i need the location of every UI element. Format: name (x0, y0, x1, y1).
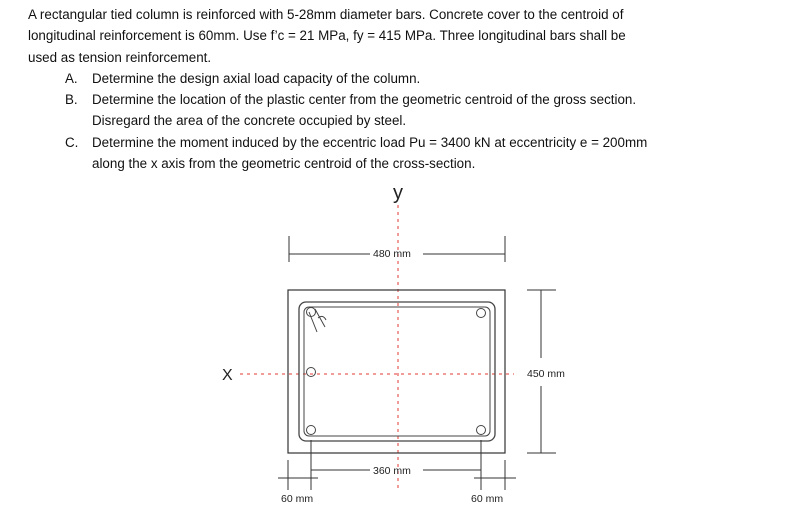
task-line: Determine the moment induced by the eccentric load Pu = 3400 kN at eccentricity e = 200mm (92, 134, 648, 150)
height-dim-label: 450 mm (527, 368, 565, 380)
y-axis-label: y (393, 182, 403, 204)
rebar (307, 368, 316, 377)
intro-line: longitudinal reinforcement is 60mm. Use f’c = 21 MPa, fy = 415 MPa. Three longitudinal bars shall be (28, 28, 626, 44)
task-marker: C. (65, 134, 79, 150)
task-marker: B. (65, 92, 78, 108)
left-cover-label: 60 mm (281, 493, 314, 505)
rebar (477, 426, 486, 435)
concrete-section (288, 290, 505, 453)
rebar (477, 309, 486, 318)
task-line: Determine the location of the plastic center from the geometric centroid of the gross section. (92, 92, 637, 108)
width-dim-label: 480 mm (373, 248, 411, 260)
tie-hook (309, 309, 326, 332)
task-line: Disregard the area of the concrete occupied by steel. (92, 113, 407, 129)
right-cover-label: 60 mm (471, 493, 504, 505)
intro-line: A rectangular tied column is reinforced with 5-28mm diameter bars. Concrete cover to the centroid of (28, 7, 624, 22)
rebar (307, 308, 316, 317)
x-axis-label: X (222, 367, 233, 384)
tie-inner (304, 307, 490, 436)
tie-outer (299, 302, 495, 441)
task-line: Determine the design axial load capacity of the column. (92, 70, 421, 86)
inner-width-label: 360 mm (373, 465, 411, 477)
intro-line: used as tension reinforcement. (28, 49, 212, 65)
task-line: along the x axis from the geometric centroid of the cross-section. (92, 156, 476, 172)
rebar (307, 426, 316, 435)
task-marker: A. (65, 70, 78, 86)
